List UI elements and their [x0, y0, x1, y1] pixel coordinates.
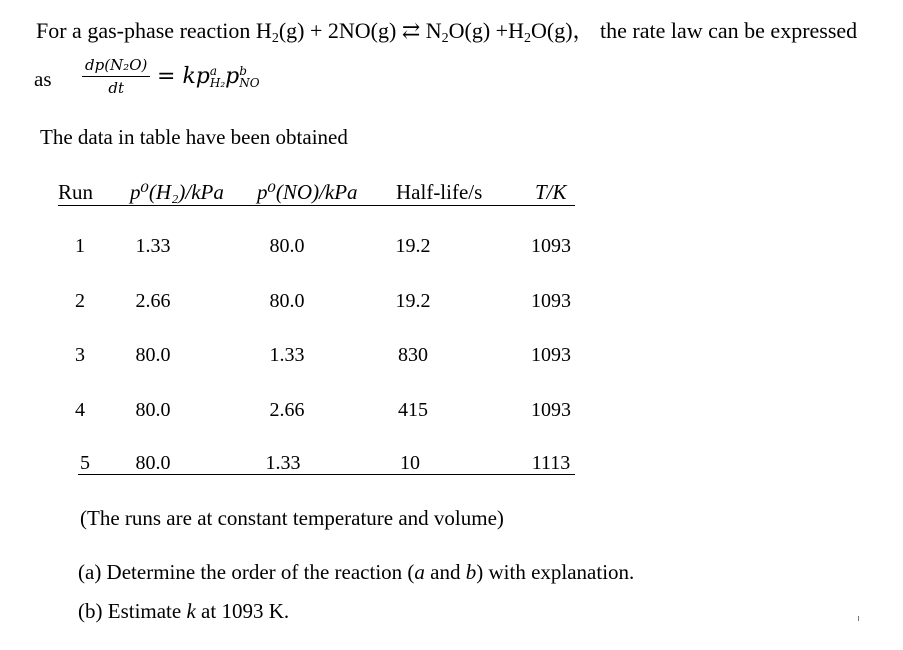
cell-p-no: 2.66 — [269, 399, 305, 421]
cell-temp: 1113 — [531, 452, 571, 474]
exponent-a: a — [209, 64, 218, 78]
table-intro: The data in table have been obtained — [40, 125, 348, 149]
h2-subscript: 2 — [271, 31, 279, 46]
cell-p-no: 80.0 — [269, 235, 305, 257]
question-a-text-3: ) with explanation. — [476, 560, 635, 584]
cell-p-no: 80.0 — [269, 290, 305, 312]
cell-half-life: 830 — [398, 344, 428, 366]
question-b-text-2: at 1093 K. — [195, 599, 290, 623]
subscript-no: NO — [239, 76, 260, 90]
intro-text-3: N — [420, 18, 442, 43]
rate-law-rhs — [157, 64, 260, 89]
cell-run: 1 — [75, 235, 85, 257]
exponent-b: b — [239, 64, 247, 78]
intro-text-2: (g) + 2NO(g) — [278, 18, 402, 43]
n2o-subscript: 2 — [441, 31, 449, 46]
table-bottom-rule — [78, 474, 575, 475]
cell-p-h2: 2.66 — [135, 290, 171, 312]
cell-half-life: 19.2 — [395, 290, 431, 312]
cell-run: 5 — [80, 452, 90, 474]
question-b-var-k: k — [186, 599, 196, 623]
header-run: Run — [58, 180, 94, 204]
cell-p-no: 1.33 — [269, 344, 305, 366]
question-a-text-2: and — [424, 560, 466, 584]
constant-conditions-note: (The runs are at constant temperature and volume) — [80, 506, 504, 530]
question-a-text-1: (a) Determine the order of the reaction ( — [78, 560, 415, 584]
cell-run: 2 — [75, 290, 85, 312]
cell-half-life: 415 — [398, 399, 428, 421]
question-a-var-a: a — [414, 560, 425, 584]
no-term-scripts — [239, 65, 259, 89]
stray-mark — [858, 616, 859, 621]
fraction-bar — [82, 76, 150, 77]
h2o-subscript: 2 — [523, 31, 531, 46]
cell-half-life: 19.2 — [395, 235, 431, 257]
cell-temp: 1093 — [531, 344, 571, 366]
rate-constant-k-p: kp — [182, 64, 210, 89]
cell-p-h2: 1.33 — [135, 235, 171, 257]
pressure-p-no: p — [225, 64, 240, 89]
subscript-h2: H₂ — [209, 76, 226, 90]
header-p-no: p⁰(NO)/kPa — [257, 180, 358, 204]
fraction-denominator: dt — [108, 79, 124, 97]
question-a-var-b: b — [465, 560, 477, 584]
cell-temp: 1093 — [531, 399, 571, 421]
intro-text-4: O(g) +H — [448, 18, 524, 43]
cell-run: 3 — [75, 344, 85, 366]
header-underline — [58, 205, 575, 206]
intro-text-1: For a gas-phase reaction H — [36, 18, 272, 43]
intro-text-5: O(g)， the rate law can be expressed — [530, 18, 858, 43]
cell-p-no: 1.33 — [265, 452, 301, 474]
equilibrium-arrow: ⇄ — [401, 18, 421, 43]
cell-p-h2: 80.0 — [135, 344, 171, 366]
cell-temp: 1093 — [531, 290, 571, 312]
cell-run: 4 — [75, 399, 85, 421]
rate-law-fraction — [82, 56, 150, 97]
cell-p-h2: 80.0 — [135, 452, 171, 474]
intro-line — [36, 14, 857, 47]
header-p-h2: p⁰(H₂)/kPa — [130, 180, 224, 204]
question-a — [78, 560, 634, 585]
equals-sign: = — [157, 64, 176, 89]
fraction-numerator: dp(N₂O) — [85, 56, 148, 74]
header-half-life: Half-life/s — [396, 180, 483, 204]
question-b — [78, 599, 289, 624]
h2-term-scripts — [210, 65, 225, 89]
question-b-text-1: (b) Estimate — [78, 599, 187, 623]
as-word: as — [34, 67, 52, 91]
header-temp: T/K — [535, 180, 567, 204]
cell-temp: 1093 — [531, 235, 571, 257]
cell-p-h2: 80.0 — [135, 399, 171, 421]
cell-half-life: 10 — [400, 452, 420, 474]
